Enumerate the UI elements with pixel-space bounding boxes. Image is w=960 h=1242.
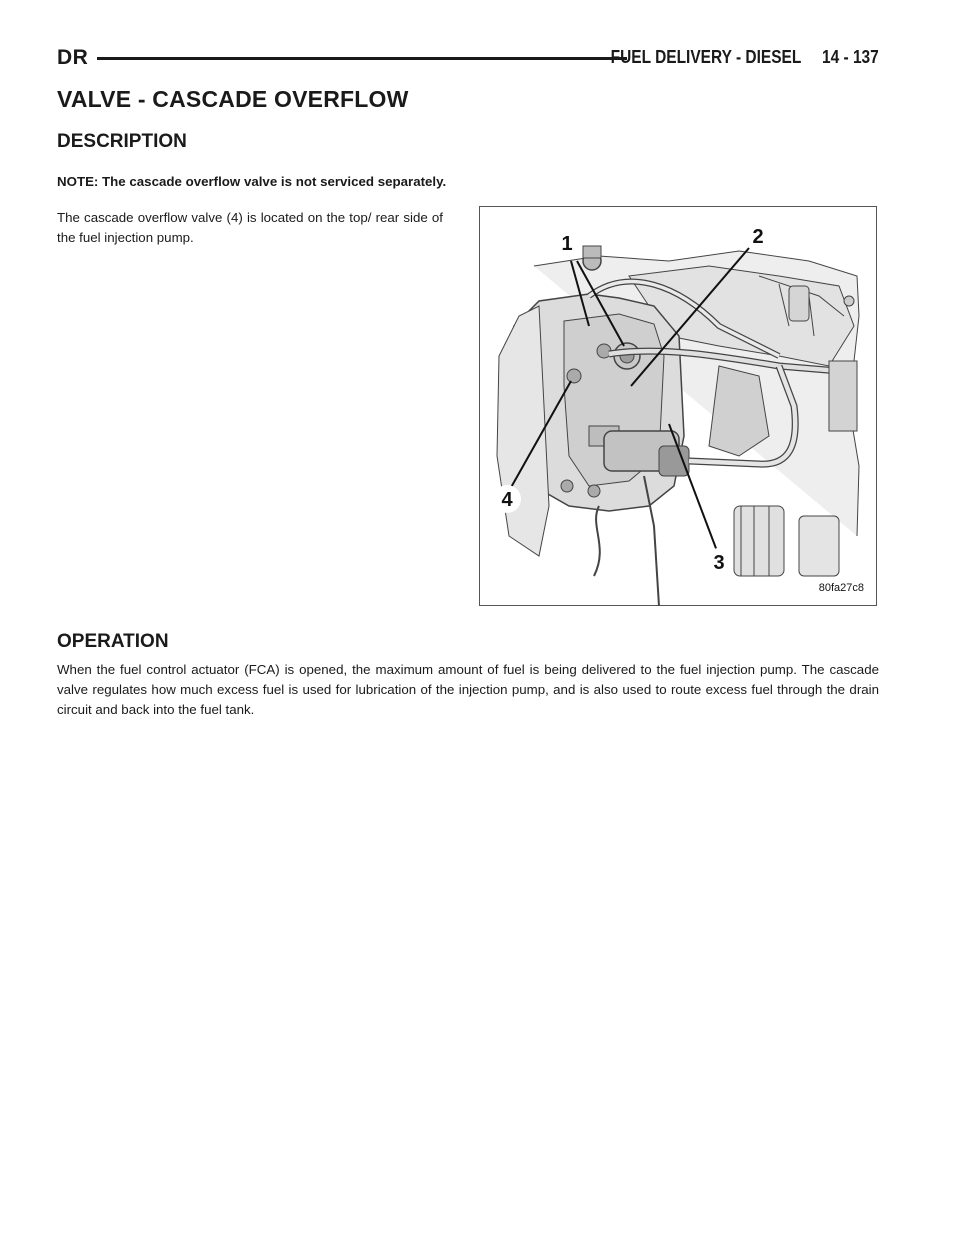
description-note: NOTE: The cascade overflow valve is not serviced separately. — [57, 174, 447, 189]
callout-2: 2 — [752, 226, 764, 248]
header-section: FUEL DELIVERY - DIESEL — [610, 47, 802, 67]
header-rule — [97, 57, 627, 60]
description-text: The cascade overflow valve (4) is located on the top/ rear side of the fuel injection pump. — [57, 210, 443, 245]
figure-fuel-pump-illustration — [479, 206, 877, 606]
page-title: VALVE - CASCADE OVERFLOW — [57, 86, 409, 112]
description-heading: DESCRIPTION — [57, 131, 187, 152]
fuel-pump-drawing — [479, 206, 877, 606]
callout-4: 4 — [501, 489, 513, 511]
header-section-page — [611, 47, 879, 68]
page-header — [57, 44, 879, 74]
figure-code: 80fa27c8 — [818, 582, 864, 594]
header-page-number: 14 - 137 — [822, 47, 879, 67]
callout-1: 1 — [561, 233, 573, 255]
header-model: DR — [57, 46, 89, 69]
operation-heading: OPERATION — [57, 631, 169, 652]
callout-3: 3 — [713, 552, 725, 574]
operation-text: When the fuel control actuator (FCA) is opened, the maximum amount of fuel is being delivered to the fuel injection pump. The cascade valve regulates how much excess fuel is used for lubrication of the injection pump, and is also used to route excess fuel through the drain circuit and back into the fuel tank. — [57, 662, 879, 717]
